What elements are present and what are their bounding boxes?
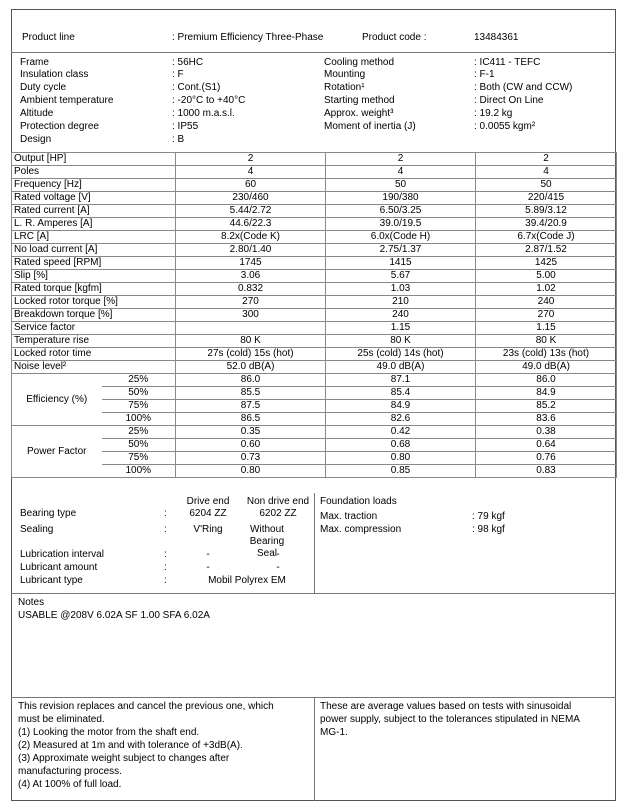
- row-value: 300: [176, 309, 326, 322]
- product-line-value: : Premium Efficiency Three-Phase: [172, 32, 324, 43]
- spec-label: Protection degree: [20, 121, 99, 132]
- bearing-drive-end: 6204 ZZ: [189, 508, 227, 519]
- footer-line: MG-1.: [320, 727, 348, 738]
- spec-label: Ambient temperature: [20, 95, 114, 106]
- row-value: 0.80: [326, 452, 476, 465]
- spec-value: : F: [172, 69, 184, 80]
- footer-line: This revision replaces and cancel the previous one, which: [18, 701, 274, 712]
- row-value: 27s (cold) 15s (hot): [176, 348, 326, 361]
- row-value: 39.4/20.9: [476, 218, 617, 231]
- efficiency-row: [12, 374, 617, 387]
- row-label: Rated voltage [V]: [12, 192, 176, 205]
- row-value: 1.15: [326, 322, 476, 335]
- spec-value: : -20°C to +40°C: [172, 95, 246, 106]
- row-value: 240: [326, 309, 476, 322]
- row-label: Temperature rise: [12, 335, 176, 348]
- row-value: 87.1: [326, 374, 476, 387]
- row-value: 0.64: [476, 439, 617, 452]
- efficiency-label: Efficiency (%): [12, 374, 102, 426]
- load-level: 75%: [102, 400, 176, 413]
- row-value: 210: [326, 296, 476, 309]
- row-value: 0.42: [326, 426, 476, 439]
- load-level: 100%: [102, 465, 176, 478]
- performance-row: [12, 270, 617, 283]
- spec-value: : F-1: [474, 69, 495, 80]
- performance-row: [12, 192, 617, 205]
- row-label: Noise level²: [12, 361, 176, 374]
- footer-line: must be eliminated.: [18, 714, 105, 725]
- row-value: 82.6: [326, 413, 476, 426]
- performance-row: [12, 231, 617, 244]
- lubricant-amount-label: Lubricant amount: [20, 562, 98, 573]
- spec-label: Approx. weight³: [324, 108, 394, 119]
- power-factor-label: Power Factor: [12, 426, 102, 478]
- spec-value: : Direct On Line: [474, 95, 544, 106]
- divider: [11, 52, 616, 53]
- row-value: 5.44/2.72: [176, 205, 326, 218]
- row-label: Output [HP]: [12, 153, 176, 166]
- lubricant-type-label: Lubricant type: [20, 575, 83, 586]
- lubrication-interval-label: Lubrication interval: [20, 549, 104, 560]
- row-label: Locked rotor torque [%]: [12, 296, 176, 309]
- performance-row: [12, 257, 617, 270]
- spec-value: : 56HC: [172, 57, 204, 68]
- spec-value: : Both (CW and CCW): [474, 82, 573, 93]
- row-label: Locked rotor time: [12, 348, 176, 361]
- spec-label: Frame: [20, 57, 49, 68]
- row-value: 1.15: [476, 322, 617, 335]
- divider: [11, 593, 616, 594]
- row-label: Rated torque [kgfm]: [12, 283, 176, 296]
- row-value: 86.0: [476, 374, 617, 387]
- row-value: 0.35: [176, 426, 326, 439]
- row-label: Frequency [Hz]: [12, 179, 176, 192]
- row-value: 4: [326, 166, 476, 179]
- bearing-type-label: Bearing type: [20, 508, 77, 519]
- load-level: 50%: [102, 387, 176, 400]
- row-value: 190/380: [326, 192, 476, 205]
- row-value: 0.832: [176, 283, 326, 296]
- performance-row: [12, 166, 617, 179]
- performance-row: [12, 296, 617, 309]
- row-value: 80 K: [476, 335, 617, 348]
- spec-value: : Cont.(S1): [172, 82, 221, 93]
- spec-label: Duty cycle: [20, 82, 67, 93]
- row-value: 5.00: [476, 270, 617, 283]
- row-value: 85.2: [476, 400, 617, 413]
- row-value: 0.68: [326, 439, 476, 452]
- colon: :: [164, 549, 167, 560]
- row-value: 84.9: [476, 387, 617, 400]
- row-value: 86.5: [176, 413, 326, 426]
- lubricant-type-value: Mobil Polyrex EM: [208, 575, 286, 586]
- spec-label: Starting method: [324, 95, 395, 106]
- row-value: 1415: [326, 257, 476, 270]
- load-level: 75%: [102, 452, 176, 465]
- spec-label: Mounting: [324, 69, 366, 80]
- row-value: 52.0 dB(A): [176, 361, 326, 374]
- row-value: 60: [176, 179, 326, 192]
- spec-label: Design: [20, 134, 52, 145]
- row-value: 0.85: [326, 465, 476, 478]
- performance-row: [12, 205, 617, 218]
- max-compression-value: : 98 kgf: [472, 524, 505, 535]
- performance-row: [12, 244, 617, 257]
- row-label: LRC [A]: [12, 231, 176, 244]
- load-level: 25%: [102, 426, 176, 439]
- row-value: 1.02: [476, 283, 617, 296]
- efficiency-row: [12, 387, 617, 400]
- row-value: 6.7x(Code J): [476, 231, 617, 244]
- max-traction-label: Max. traction: [320, 511, 378, 522]
- row-value: 44.6/22.3: [176, 218, 326, 231]
- notes-title: Notes: [18, 597, 45, 608]
- drive-end-header: Drive end: [186, 496, 230, 507]
- performance-row: [12, 335, 617, 348]
- spec-label: Cooling method: [324, 57, 395, 68]
- footer-line: (3) Approximate weight subject to changes after: [18, 753, 230, 764]
- performance-row: [12, 348, 617, 361]
- row-label: Rated current [A]: [12, 205, 176, 218]
- row-value: 1425: [476, 257, 617, 270]
- footer-line: manufacturing process.: [18, 766, 122, 777]
- max-traction-value: : 79 kgf: [472, 511, 505, 522]
- row-value: 270: [176, 296, 326, 309]
- row-value: 0.73: [176, 452, 326, 465]
- performance-row: [12, 283, 617, 296]
- spec-label: Insulation class: [20, 69, 89, 80]
- spec-value: : B: [172, 134, 185, 145]
- row-value: 0.60: [176, 439, 326, 452]
- power-factor-row: [12, 439, 617, 452]
- performance-row: [12, 322, 617, 335]
- row-value: 83.6: [476, 413, 617, 426]
- performance-table: [11, 152, 617, 478]
- row-value: 6.50/3.25: [326, 205, 476, 218]
- row-value: 2.87/1.52: [476, 244, 617, 257]
- row-value: 5.89/3.12: [476, 205, 617, 218]
- row-value: 87.5: [176, 400, 326, 413]
- row-value: 2.80/1.40: [176, 244, 326, 257]
- row-value: 8.2x(Code K): [176, 231, 326, 244]
- spec-label: Rotation¹: [324, 82, 365, 93]
- power-factor-row: [12, 452, 617, 465]
- row-value: 5.67: [326, 270, 476, 283]
- row-value: 85.4: [326, 387, 476, 400]
- efficiency-row: [12, 413, 617, 426]
- row-value: 50: [326, 179, 476, 192]
- row-value: 4: [176, 166, 326, 179]
- spec-label: Altitude: [20, 108, 54, 119]
- row-value: 84.9: [326, 400, 476, 413]
- sealing-drive-end: V'Ring: [193, 524, 223, 535]
- colon: :: [164, 575, 167, 586]
- spec-value: : 0.0055 kgm²: [474, 121, 536, 132]
- power-factor-row: [12, 426, 617, 439]
- row-value: 240: [476, 296, 617, 309]
- row-value: 1.03: [326, 283, 476, 296]
- lubrication-interval-drive: -: [206, 549, 210, 560]
- row-label: Service factor: [12, 322, 176, 335]
- spec-value: : IC411 - TEFC: [474, 57, 541, 68]
- colon: :: [164, 508, 167, 519]
- notes-text: USABLE @208V 6.02A SF 1.00 SFA 6.02A: [18, 610, 210, 621]
- row-value: 230/460: [176, 192, 326, 205]
- non-drive-end-header: Non drive end: [246, 496, 310, 507]
- row-value: 49.0 dB(A): [326, 361, 476, 374]
- footer-line: power supply, subject to the tolerances stipulated in NEMA: [320, 714, 580, 725]
- performance-row: [12, 153, 617, 166]
- load-level: 50%: [102, 439, 176, 452]
- bearing-non-drive-end: 6202 ZZ: [259, 508, 297, 519]
- power-factor-row: [12, 465, 617, 478]
- lubrication-interval-non-drive: -: [276, 549, 280, 560]
- performance-row: [12, 309, 617, 322]
- max-compression-label: Max. compression: [320, 524, 402, 535]
- row-value: 25s (cold) 14s (hot): [326, 348, 476, 361]
- row-label: No load current [A]: [12, 244, 176, 257]
- row-label: Rated speed [RPM]: [12, 257, 176, 270]
- row-value: 50: [476, 179, 617, 192]
- spec-value: : IP55: [172, 121, 199, 132]
- footer-line: (2) Measured at 1m and with tolerance of +3dB(A).: [18, 740, 243, 751]
- performance-row: [12, 179, 617, 192]
- row-value: 270: [476, 309, 617, 322]
- product-code-label: Product code :: [362, 32, 427, 43]
- row-value: 23s (cold) 13s (hot): [476, 348, 617, 361]
- performance-row: [12, 361, 617, 374]
- row-value: 0.76: [476, 452, 617, 465]
- footer-line: These are average values based on tests with sinusoidal: [320, 701, 572, 712]
- divider: [314, 697, 315, 801]
- row-value: 0.83: [476, 465, 617, 478]
- row-label: Breakdown torque [%]: [12, 309, 176, 322]
- row-value: 220/415: [476, 192, 617, 205]
- row-value: 80 K: [176, 335, 326, 348]
- row-value: 85.5: [176, 387, 326, 400]
- product-code-value: 13484361: [474, 32, 519, 43]
- row-value: 2: [176, 153, 326, 166]
- load-level: 100%: [102, 413, 176, 426]
- foundation-title: Foundation loads: [320, 496, 397, 507]
- row-value: 2: [326, 153, 476, 166]
- row-value: 6.0x(Code H): [326, 231, 476, 244]
- colon: :: [164, 524, 167, 535]
- lubricant-amount-drive: -: [206, 562, 210, 573]
- row-label: Poles: [12, 166, 176, 179]
- spec-value: : 19.2 kg: [474, 108, 513, 119]
- row-value: 39.0/19.5: [326, 218, 476, 231]
- row-value: 3.06: [176, 270, 326, 283]
- row-value: 4: [476, 166, 617, 179]
- performance-row: [12, 218, 617, 231]
- row-label: L. R. Amperes [A]: [12, 218, 176, 231]
- row-value: 2: [476, 153, 617, 166]
- sealing-label: Sealing: [20, 524, 54, 535]
- product-line-label: Product line: [22, 32, 75, 43]
- row-value: 1745: [176, 257, 326, 270]
- row-value: 86.0: [176, 374, 326, 387]
- row-value: [176, 322, 326, 335]
- spec-value: : 1000 m.a.s.l.: [172, 108, 235, 119]
- colon: :: [164, 562, 167, 573]
- row-value: 80 K: [326, 335, 476, 348]
- row-value: 49.0 dB(A): [476, 361, 617, 374]
- load-level: 25%: [102, 374, 176, 387]
- row-value: 0.38: [476, 426, 617, 439]
- row-label: Slip [%]: [12, 270, 176, 283]
- row-value: 2.75/1.37: [326, 244, 476, 257]
- footer-line: (1) Looking the motor from the shaft end.: [18, 727, 200, 738]
- efficiency-row: [12, 400, 617, 413]
- footer-line: (4) At 100% of full load.: [18, 779, 122, 790]
- row-value: 0.80: [176, 465, 326, 478]
- spec-label: Moment of inertia (J): [324, 121, 416, 132]
- lubricant-amount-non-drive: -: [276, 562, 280, 573]
- sealing-non-drive-end: Without Bearing Seal: [249, 524, 285, 559]
